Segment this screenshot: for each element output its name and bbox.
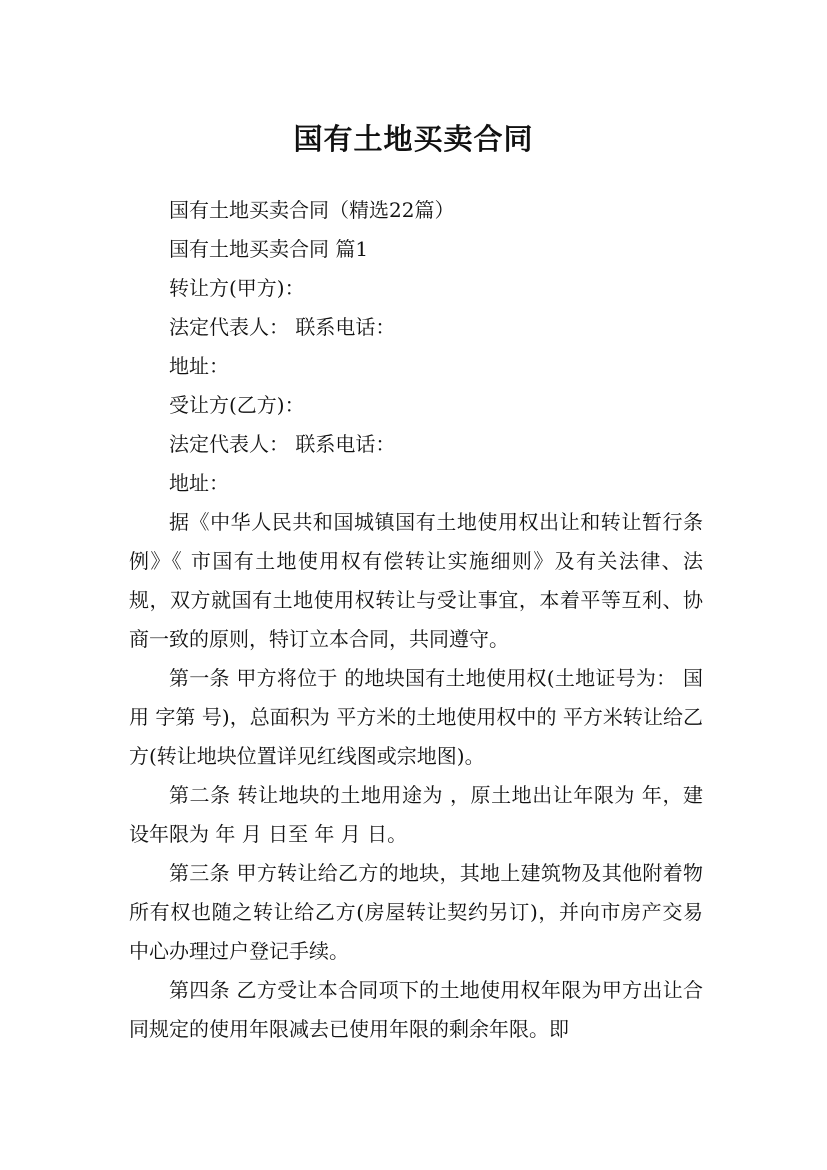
transferee-line: 受让方(乙方)： — [169, 393, 305, 417]
article-1-paragraph: 第一条 甲方将位于 的地块国有土地使用权(土地证号为： 国用 字第 号)，总面积为 平方米的土地使用权中的 平方米转让给乙方(转让地块位置详见红线图或宗地图)。 — [129, 666, 703, 768]
article-2-paragraph: 第二条 转让地块的土地用途为 ，原土地出让年限为 年，建设年限为 年 月 日至 年 月 日。 — [129, 783, 703, 846]
section-heading: 国有土地买卖合同 篇1 — [169, 237, 369, 261]
transferee-representative-line: 法定代表人： 联系电话： — [169, 432, 396, 456]
document-subtitle: 国有土地买卖合同（精选22篇） — [169, 198, 455, 222]
transferor-representative-line: 法定代表人： 联系电话： — [169, 315, 396, 339]
preamble-paragraph: 据《中华人民共和国城镇国有土地使用权出让和转让暂行条例》《 市国有土地使用权有偿转让实施细则》及有关法律、法规，双方就国有土地使用权转让与受让事宜，本着平等互利、协商一致的原则，特订立本合同，共同遵守。 — [129, 510, 703, 651]
transferee-address-line: 地址： — [169, 471, 229, 495]
article-3-paragraph: 第三条 甲方转让给乙方的地块，其地上建筑物及其他附着物所有权也随之转让给乙方(房屋转让契约另订)，并向市房产交易中心办理过户登记手续。 — [129, 861, 703, 963]
document-title: 国有土地买卖合同 — [293, 122, 534, 157]
article-4-paragraph: 第四条 乙方受让本合同项下的土地使用权年限为甲方出让合同规定的使用年限减去已使用年限的剩余年限。即 — [129, 978, 703, 1041]
transferor-address-line: 地址： — [169, 354, 229, 378]
document-body — [129, 191, 703, 1049]
transferor-line: 转让方(甲方)： — [169, 276, 305, 300]
